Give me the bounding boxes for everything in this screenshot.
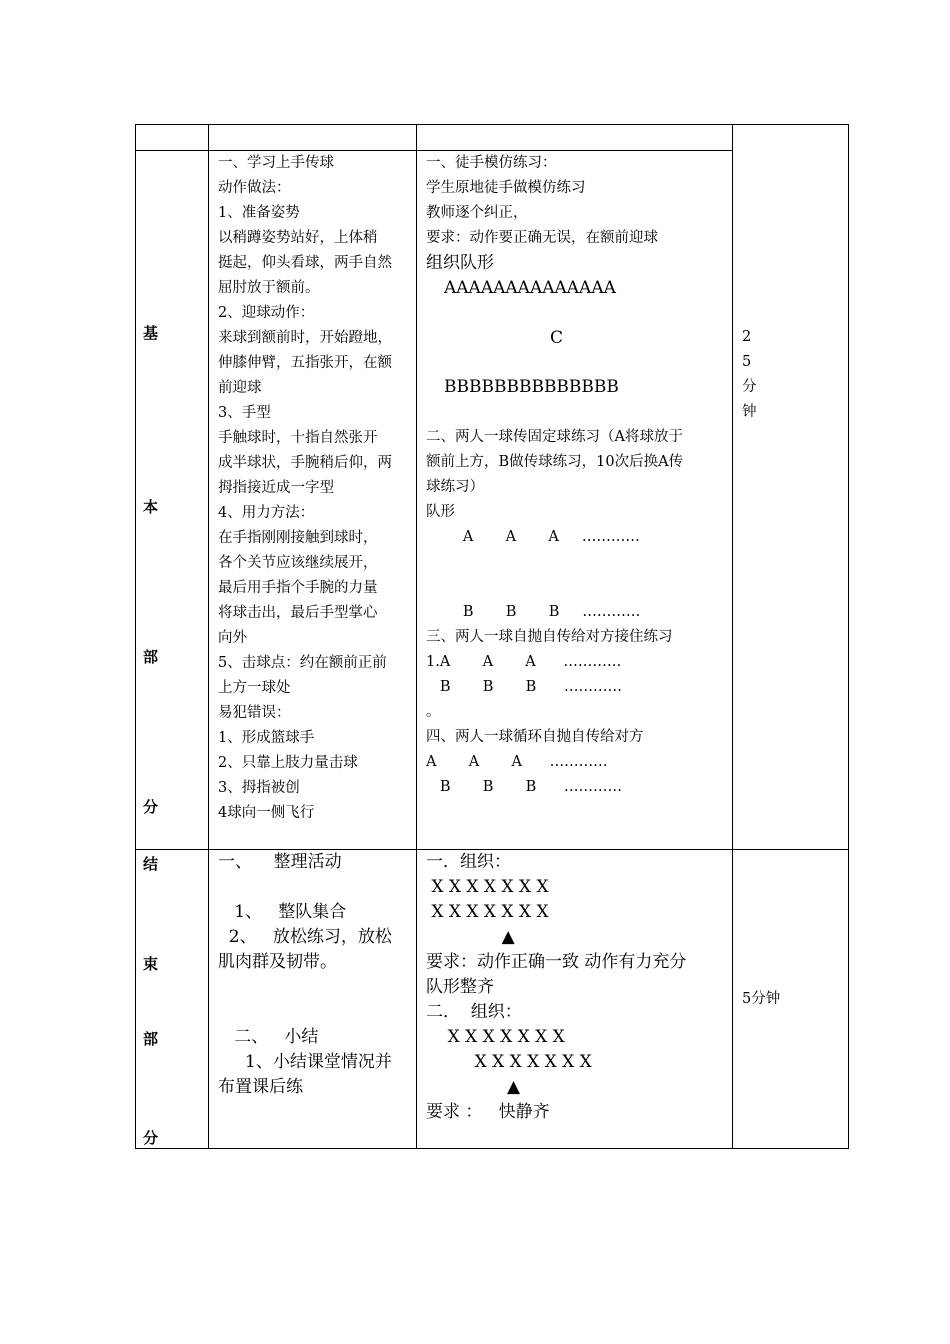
basic-content-line: 前迎球 xyxy=(218,380,262,396)
ending-org-line: 队形整齐 xyxy=(426,977,494,997)
org-line: B B B ………… xyxy=(426,779,622,795)
org-line: A A A ………… xyxy=(426,754,608,770)
basic-side-label-1: 基 xyxy=(143,324,159,342)
basic-content-line: 来球到额前时，开始蹬地， xyxy=(218,330,392,346)
basic-content-line: 最后用手指个手腕的力量 xyxy=(218,580,378,596)
ending-content-line: 1、 整队集合 xyxy=(218,902,347,922)
org-line: 四、两人一球循环自抛自传给对方 xyxy=(426,729,644,745)
basic-time xyxy=(742,325,757,425)
basic-content-line: 伸膝伸臂，五指张开，在额 xyxy=(218,355,392,371)
basic-content-line: 上方一球处 xyxy=(218,680,291,696)
ending-side-label-2: 束 xyxy=(143,955,159,973)
org-line: A A A ………… xyxy=(426,529,640,545)
basic-time-char: 2 xyxy=(742,329,752,345)
ending-org-line: 一．组织： xyxy=(426,852,511,872)
ending-content-line: 肌肉群及韧带。 xyxy=(218,952,337,972)
table-top-border xyxy=(135,124,849,125)
ending-content xyxy=(218,850,414,1100)
ending-org-line: 要求 ： 快静齐 xyxy=(426,1102,550,1122)
org-line: 二、两人一球传固定球练习（A将球放于 xyxy=(426,429,683,445)
formation-row-b: BBBBBBBBBBBBBB xyxy=(444,377,619,397)
basic-content xyxy=(218,151,414,826)
org-line: 1.A A A ………… xyxy=(426,654,622,670)
basic-content-line: 各个关节应该继续展开， xyxy=(218,555,378,571)
basic-content-line: 1、准备姿势 xyxy=(218,205,300,221)
ending-side-label-1: 结 xyxy=(143,855,159,873)
formation-teacher-c: C xyxy=(550,328,564,348)
basic-organization-bottom xyxy=(426,425,730,800)
basic-content-line: 手触球时，十指自然张开 xyxy=(218,430,378,446)
org-line: B B B ………… xyxy=(426,679,622,695)
ending-org-line: 要求：动作正确一致 动作有力充分 xyxy=(426,952,687,972)
ending-organization xyxy=(426,850,730,1125)
ending-org-line: X X X X X X X xyxy=(426,877,549,897)
ending-org-line: 二． 组织： xyxy=(426,1002,522,1022)
basic-content-line: 5、击球点：约在额前正前 xyxy=(218,655,387,671)
ending-time: 5分钟 xyxy=(742,991,781,1007)
org-line xyxy=(426,575,730,600)
basic-content-line: 4球向一侧飞行 xyxy=(218,805,315,821)
basic-time-char: 钟 xyxy=(742,404,757,420)
basic-content-line: 拇指接近成一字型 xyxy=(218,480,334,496)
org-line: 教师逐个纠正， xyxy=(426,205,528,221)
basic-content-line: 屈肘放于额前。 xyxy=(218,280,320,296)
org-line: 队形 xyxy=(426,504,455,520)
basic-content-line: 4、用力方法： xyxy=(218,505,315,521)
basic-side-label-3: 部 xyxy=(143,648,159,666)
basic-content-line: 成半球状，手腕稍后仰，两 xyxy=(218,455,392,471)
table-left-border xyxy=(135,124,136,1149)
basic-organization-top xyxy=(426,151,730,276)
org-line xyxy=(426,550,730,575)
basic-time-char: 5 xyxy=(742,354,752,370)
column-divider-1 xyxy=(208,124,209,1149)
ending-org-line: X X X X X X X xyxy=(426,1052,592,1072)
org-line: 额前上方，B做传球练习，10次后换A传 xyxy=(426,454,684,470)
basic-time-char: 分 xyxy=(742,379,757,395)
org-line: 球练习） xyxy=(426,479,484,495)
basic-content-line: 在手指刚刚接触到球时， xyxy=(218,530,378,546)
org-line: 组织队形 xyxy=(426,253,494,273)
basic-content-line: 将球击出，最后手型掌心 xyxy=(218,605,378,621)
column-divider-2 xyxy=(416,124,417,1149)
org-line: 一、徒手模仿练习： xyxy=(426,155,557,171)
ending-content-line: 一、 整理活动 xyxy=(218,852,342,872)
org-line: 三、两人一球自抛自传给对方接住练习 xyxy=(426,629,673,645)
table-right-border xyxy=(848,124,849,1149)
org-line: 。 xyxy=(426,704,441,720)
basic-content-line: 动作做法： xyxy=(218,180,291,196)
basic-content-line: 2、只靠上肢力量击球 xyxy=(218,755,358,771)
ending-content-line xyxy=(218,975,414,1000)
ending-content-line xyxy=(218,1000,414,1025)
org-line: 要求：动作要正确无误，在额前迎球 xyxy=(426,230,658,246)
ending-content-line: 2、 放松练习，放松 xyxy=(218,927,392,947)
basic-content-line: 向外 xyxy=(218,630,247,646)
table-bottom-border xyxy=(135,1148,849,1149)
ending-content-line: 二、 小结 xyxy=(218,1027,319,1047)
ending-org-line: ▲ xyxy=(426,1077,521,1097)
basic-content-line: 一、学习上手传球 xyxy=(218,155,334,171)
basic-content-line: 以稍蹲姿势站好，上体稍 xyxy=(218,230,378,246)
basic-side-label-2: 本 xyxy=(143,498,159,516)
ending-content-line: 1、小结课堂情况并 xyxy=(218,1052,392,1072)
ending-side-label-4: 分 xyxy=(143,1129,159,1147)
ending-content-line: 布置课后练 xyxy=(218,1077,303,1097)
org-line: 学生原地徒手做模仿练习 xyxy=(426,180,586,196)
ending-side-label-3: 部 xyxy=(143,1030,159,1048)
column-divider-3 xyxy=(732,124,733,1149)
basic-content-line: 3、拇指被创 xyxy=(218,780,300,796)
basic-content-line: 3、手型 xyxy=(218,405,271,421)
basic-content-line: 挺起，仰头看球，两手自然 xyxy=(218,255,392,271)
basic-side-label-4: 分 xyxy=(143,798,159,816)
ending-org-line: ▲ xyxy=(426,927,515,947)
basic-content-line: 易犯错误： xyxy=(218,705,291,721)
org-line: B B B ………… xyxy=(426,604,641,620)
ending-org-line: X X X X X X X xyxy=(426,1027,565,1047)
ending-org-line: X X X X X X X xyxy=(426,902,549,922)
basic-content-line: 1、形成篮球手 xyxy=(218,730,315,746)
ending-content-line xyxy=(218,875,414,900)
formation-row-a: AAAAAAAAAAAAAA xyxy=(444,278,616,298)
basic-content-line: 2、迎球动作： xyxy=(218,305,315,321)
